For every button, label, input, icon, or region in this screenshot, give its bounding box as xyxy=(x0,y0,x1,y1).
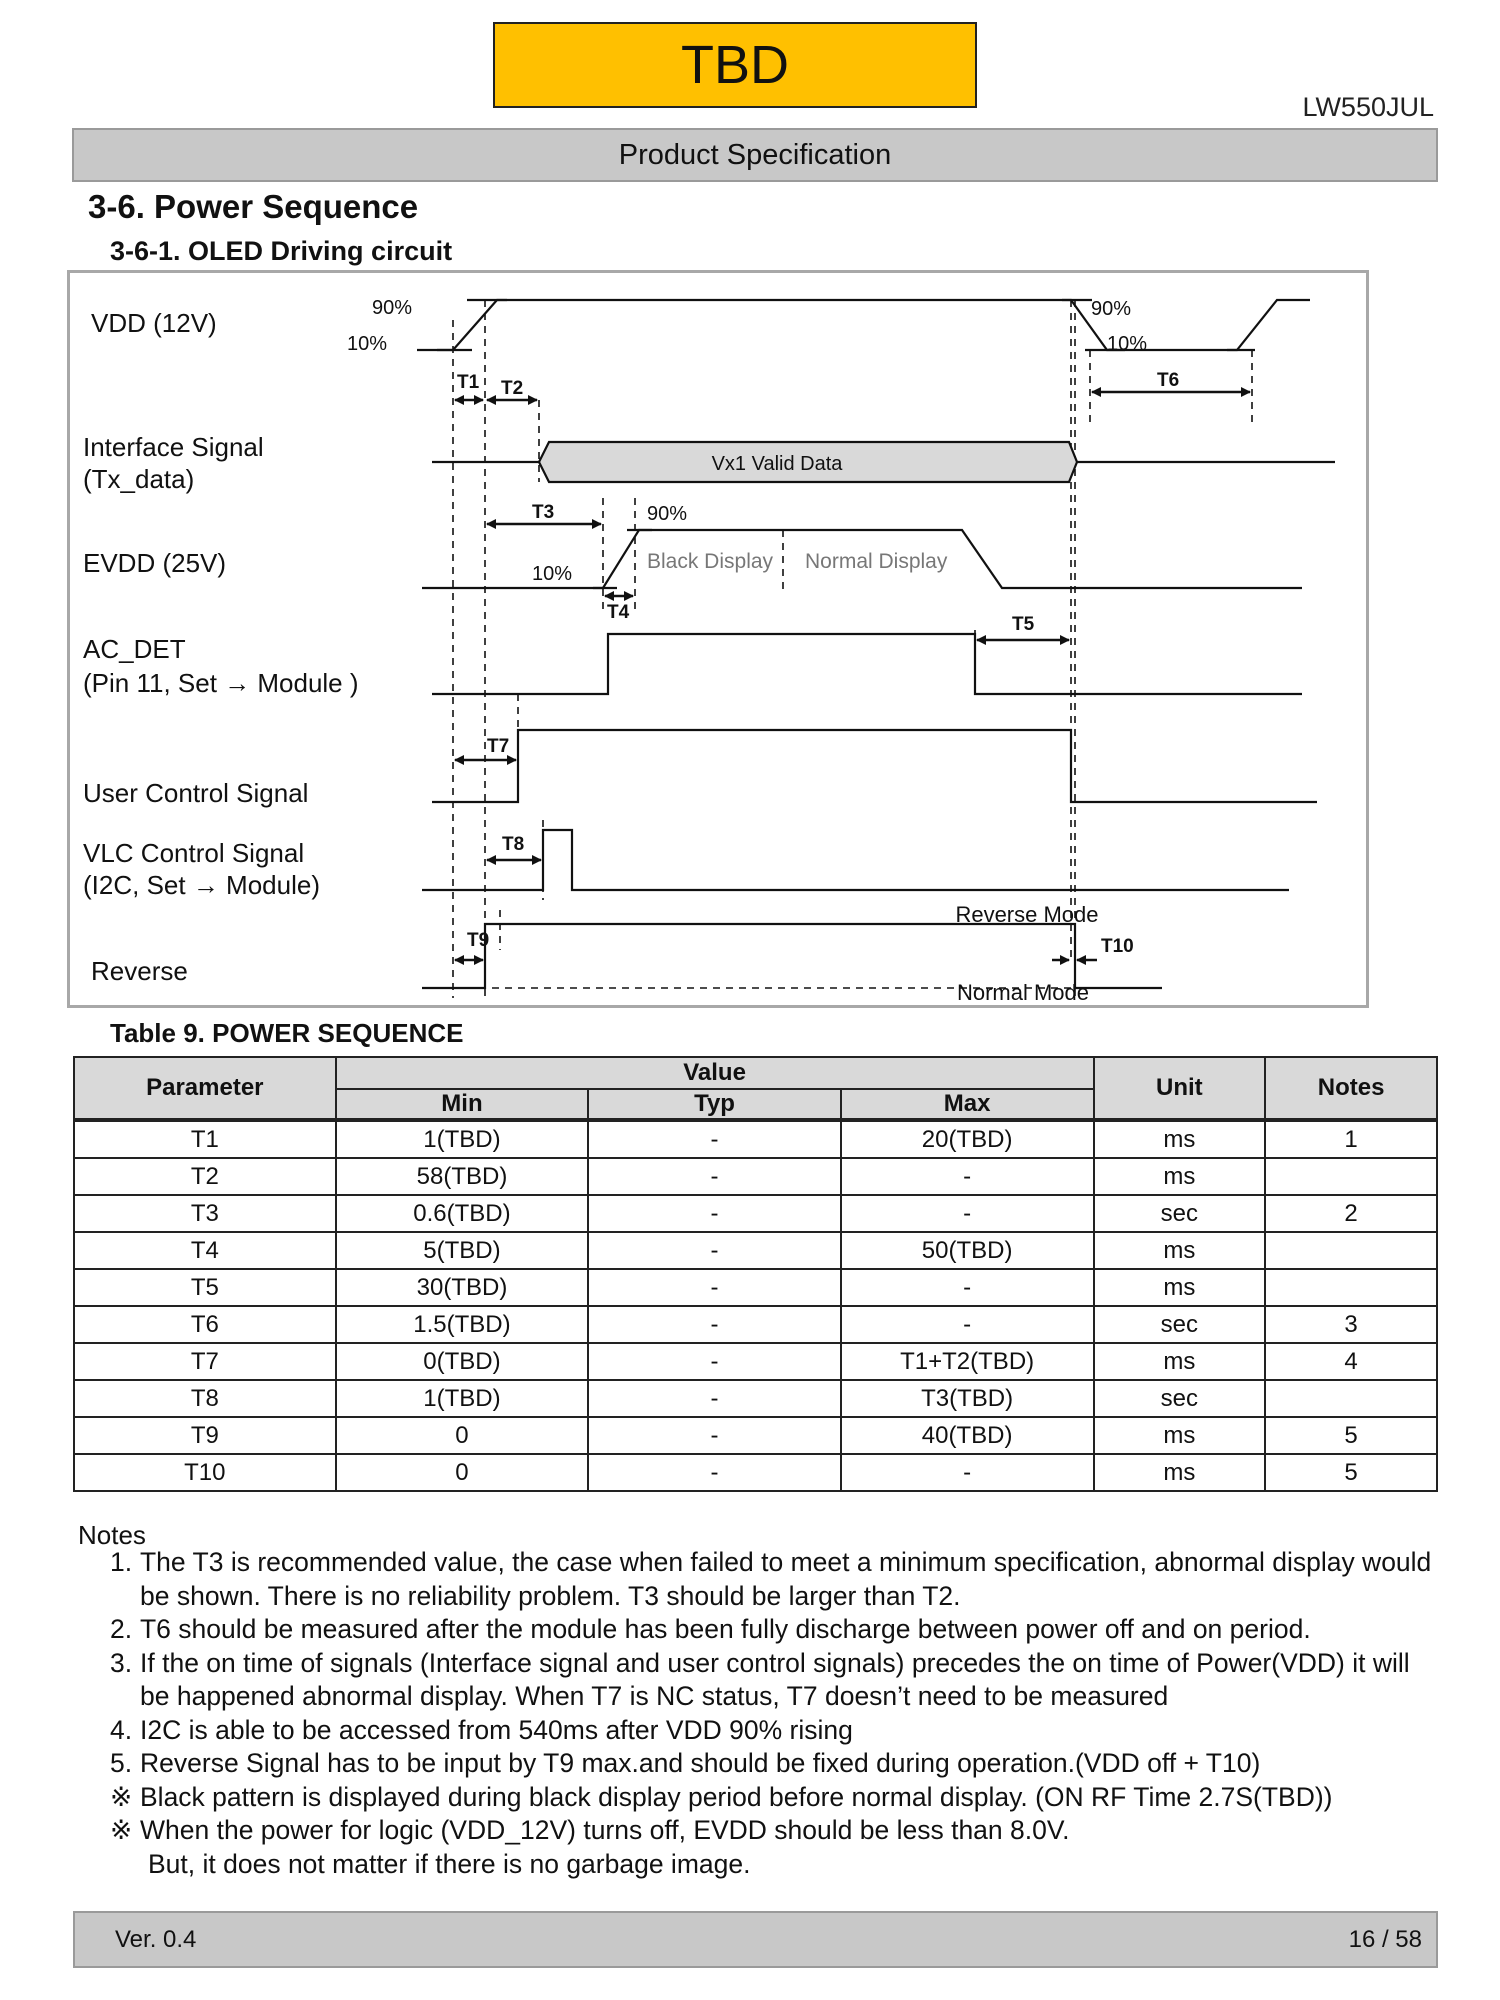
vdd-rise-10-label: 10% xyxy=(346,333,387,355)
cell-param: T6 xyxy=(74,1306,336,1343)
cell-param: T2 xyxy=(74,1158,336,1195)
t1-label: T1 xyxy=(457,372,480,393)
cell-unit: sec xyxy=(1094,1380,1266,1417)
header-max: Max xyxy=(841,1089,1094,1120)
waveforms xyxy=(417,300,1335,988)
cell-param: T9 xyxy=(74,1417,336,1454)
cell-notes xyxy=(1265,1380,1437,1417)
header-bar-title: Product Specification xyxy=(618,138,892,171)
cell-typ: - xyxy=(588,1232,841,1269)
cell-min: 0 xyxy=(336,1454,589,1491)
header-unit: Unit xyxy=(1094,1057,1266,1120)
cell-max: - xyxy=(841,1454,1094,1491)
table-row xyxy=(74,1120,1437,1158)
t6-label: T6 xyxy=(1157,370,1180,391)
label-acdet-sub: (Pin 11, Set → Module ) xyxy=(83,668,359,698)
cell-max: - xyxy=(841,1195,1094,1232)
note-marker: 1. xyxy=(110,1547,133,1577)
page-number: 16 / 58 xyxy=(1348,1926,1422,1953)
vdd-fall-90-label: 90% xyxy=(1091,298,1132,320)
cell-notes: 5 xyxy=(1265,1454,1437,1491)
cell-max: - xyxy=(841,1158,1094,1195)
note-item xyxy=(110,1848,1440,1882)
vdd-rise-90-label: 90% xyxy=(371,297,412,319)
reverse-mode-label: Reverse Mode xyxy=(955,902,1099,927)
cell-unit: sec xyxy=(1094,1306,1266,1343)
note-text: Reverse Signal has to be input by T9 max.and should be fixed during operation.(VDD off + T10) xyxy=(140,1748,1261,1778)
label-reverse: Reverse xyxy=(91,956,188,986)
cell-param: T3 xyxy=(74,1195,336,1232)
cell-unit: ms xyxy=(1094,1454,1266,1491)
header-min: Min xyxy=(336,1089,589,1120)
cell-notes xyxy=(1265,1158,1437,1195)
cell-param: T7 xyxy=(74,1343,336,1380)
table-row xyxy=(74,1269,1437,1306)
t7-label: T7 xyxy=(487,736,510,757)
table-row xyxy=(74,1195,1437,1232)
cell-unit: ms xyxy=(1094,1158,1266,1195)
note-text: I2C is able to be accessed from 540ms after VDD 90% rising xyxy=(140,1714,853,1745)
header-value: Value xyxy=(336,1057,1094,1089)
cell-min: 1(TBD) xyxy=(336,1120,589,1158)
valid-data-label: Vx1 Valid Data xyxy=(711,453,843,475)
cell-unit: ms xyxy=(1094,1269,1266,1306)
cell-typ: - xyxy=(588,1306,841,1343)
normal-mode-label: Normal Mode xyxy=(956,980,1090,1005)
cell-unit: ms xyxy=(1094,1232,1266,1269)
cell-typ: - xyxy=(588,1158,841,1195)
t2-label: T2 xyxy=(501,378,524,399)
note-marker: ※ xyxy=(110,1815,133,1845)
cell-max: T3(TBD) xyxy=(841,1380,1094,1417)
notes-title: Notes xyxy=(78,1520,146,1550)
table-row xyxy=(74,1417,1437,1454)
label-user-control: User Control Signal xyxy=(83,778,309,808)
cell-typ: - xyxy=(588,1343,841,1380)
label-vlc: VLC Control Signal xyxy=(83,838,305,868)
cell-max: - xyxy=(841,1306,1094,1343)
note-text: Black pattern is displayed during black display period before normal display. (ON RF Time 2.7S(TBD)) xyxy=(140,1781,1333,1812)
cell-unit: ms xyxy=(1094,1417,1266,1454)
cell-min: 58(TBD) xyxy=(336,1158,589,1195)
version-label: Ver. 0.4 xyxy=(115,1926,197,1953)
note-item xyxy=(110,1613,1440,1647)
cell-max: 50(TBD) xyxy=(841,1232,1094,1269)
header-bar xyxy=(72,128,1438,182)
cell-notes xyxy=(1265,1232,1437,1269)
subsection-title: 3-6-1. OLED Driving circuit xyxy=(110,236,453,266)
table-row xyxy=(74,1232,1437,1269)
table-row xyxy=(74,1343,1437,1380)
label-evdd: EVDD (25V) xyxy=(83,548,227,578)
cell-typ: - xyxy=(588,1454,841,1491)
cell-notes xyxy=(1265,1269,1437,1306)
note-marker: 3. xyxy=(110,1647,133,1678)
cell-min: 1(TBD) xyxy=(336,1380,589,1417)
notes-list xyxy=(110,1546,1440,1881)
table-row xyxy=(74,1380,1437,1417)
cell-param: T10 xyxy=(74,1454,336,1491)
table-title: Table 9. POWER SEQUENCE xyxy=(110,1018,464,1048)
note-item xyxy=(110,1814,1440,1848)
reference-lines xyxy=(453,300,1252,1000)
t8-label: T8 xyxy=(502,834,525,855)
t9-label: T9 xyxy=(467,930,490,951)
note-marker: ※ xyxy=(110,1781,133,1812)
cell-unit: sec xyxy=(1094,1195,1266,1232)
label-vdd: VDD (12V) xyxy=(91,308,217,338)
table-row xyxy=(74,1158,1437,1195)
note-marker xyxy=(118,1848,148,1882)
black-display-label: Black Display xyxy=(647,550,774,573)
table-row xyxy=(74,1454,1437,1491)
normal-display-label: Normal Display xyxy=(805,550,948,573)
header-notes: Notes xyxy=(1265,1057,1437,1120)
cell-typ: - xyxy=(588,1380,841,1417)
note-marker: 2. xyxy=(110,1614,133,1644)
cell-param: T5 xyxy=(74,1269,336,1306)
cell-min: 30(TBD) xyxy=(336,1269,589,1306)
vdd-fall-10-label: 10% xyxy=(1107,333,1148,355)
t10-label: T10 xyxy=(1101,936,1134,957)
cell-notes: 1 xyxy=(1265,1120,1437,1158)
note-text: When the power for logic (VDD_12V) turns off, EVDD should be less than 8.0V. xyxy=(140,1815,1070,1845)
label-acdet: AC_DET xyxy=(83,634,186,664)
evdd-10-label: 10% xyxy=(531,563,572,585)
t4-label: T4 xyxy=(607,602,630,623)
footer-bar xyxy=(73,1911,1438,1968)
t3-label: T3 xyxy=(532,502,555,523)
cell-max: - xyxy=(841,1269,1094,1306)
cell-min: 0 xyxy=(336,1417,589,1454)
note-marker: 4. xyxy=(110,1714,133,1745)
note-text: T6 should be measured after the module has been fully discharge between power off and on period. xyxy=(140,1614,1311,1644)
note-item xyxy=(110,1781,1440,1815)
timing-diagram xyxy=(67,270,1369,1008)
cell-unit: ms xyxy=(1094,1120,1266,1158)
evdd-90-label: 90% xyxy=(647,503,688,525)
power-sequence-table xyxy=(73,1056,1438,1492)
label-interface: Interface Signal xyxy=(83,432,264,462)
note-marker: 5. xyxy=(110,1748,133,1778)
cell-max: T1+T2(TBD) xyxy=(841,1343,1094,1380)
cell-param: T1 xyxy=(74,1120,336,1158)
cell-min: 1.5(TBD) xyxy=(336,1306,589,1343)
model-number: LW550JUL xyxy=(1302,92,1434,122)
cell-typ: - xyxy=(588,1269,841,1306)
cell-notes: 2 xyxy=(1265,1195,1437,1232)
cell-notes: 4 xyxy=(1265,1343,1437,1380)
cell-unit: ms xyxy=(1094,1343,1266,1380)
header-typ: Typ xyxy=(588,1089,841,1120)
note-item xyxy=(110,1546,1440,1613)
note-item xyxy=(110,1714,1440,1748)
tbd-badge: TBD xyxy=(493,22,977,108)
cell-typ: - xyxy=(588,1195,841,1232)
label-vlc-sub: (I2C, Set → Module) xyxy=(83,870,320,900)
cell-min: 5(TBD) xyxy=(336,1232,589,1269)
cell-param: T8 xyxy=(74,1380,336,1417)
cell-typ: - xyxy=(588,1417,841,1454)
label-interface-sub: (Tx_data) xyxy=(83,464,195,494)
cell-notes: 3 xyxy=(1265,1306,1437,1343)
cell-max: 20(TBD) xyxy=(841,1120,1094,1158)
note-item xyxy=(110,1647,1440,1714)
section-title: 3-6. Power Sequence xyxy=(88,188,419,225)
note-item xyxy=(110,1747,1440,1781)
note-text: If the on time of signals (Interface signal and user control signals) precedes the on time of Power(VDD) it will be happened abnormal display. When T7 is NC status, T7 doesn’t need to be measured xyxy=(140,1647,1410,1711)
note-text: The T3 is recommended value, the case when failed to meet a minimum specification, abnormal display would be shown. There is no reliability problem. T3 should be larger than T2. xyxy=(140,1547,1432,1611)
cell-min: 0(TBD) xyxy=(336,1343,589,1380)
cell-min: 0.6(TBD) xyxy=(336,1195,589,1232)
cell-param: T4 xyxy=(74,1232,336,1269)
cell-typ: - xyxy=(588,1120,841,1158)
note-text: But, it does not matter if there is no garbage image. xyxy=(148,1848,751,1879)
cell-max: 40(TBD) xyxy=(841,1417,1094,1454)
table-row xyxy=(74,1306,1437,1343)
cell-notes: 5 xyxy=(1265,1417,1437,1454)
header-parameter: Parameter xyxy=(74,1057,336,1120)
t5-label: T5 xyxy=(1012,614,1035,635)
